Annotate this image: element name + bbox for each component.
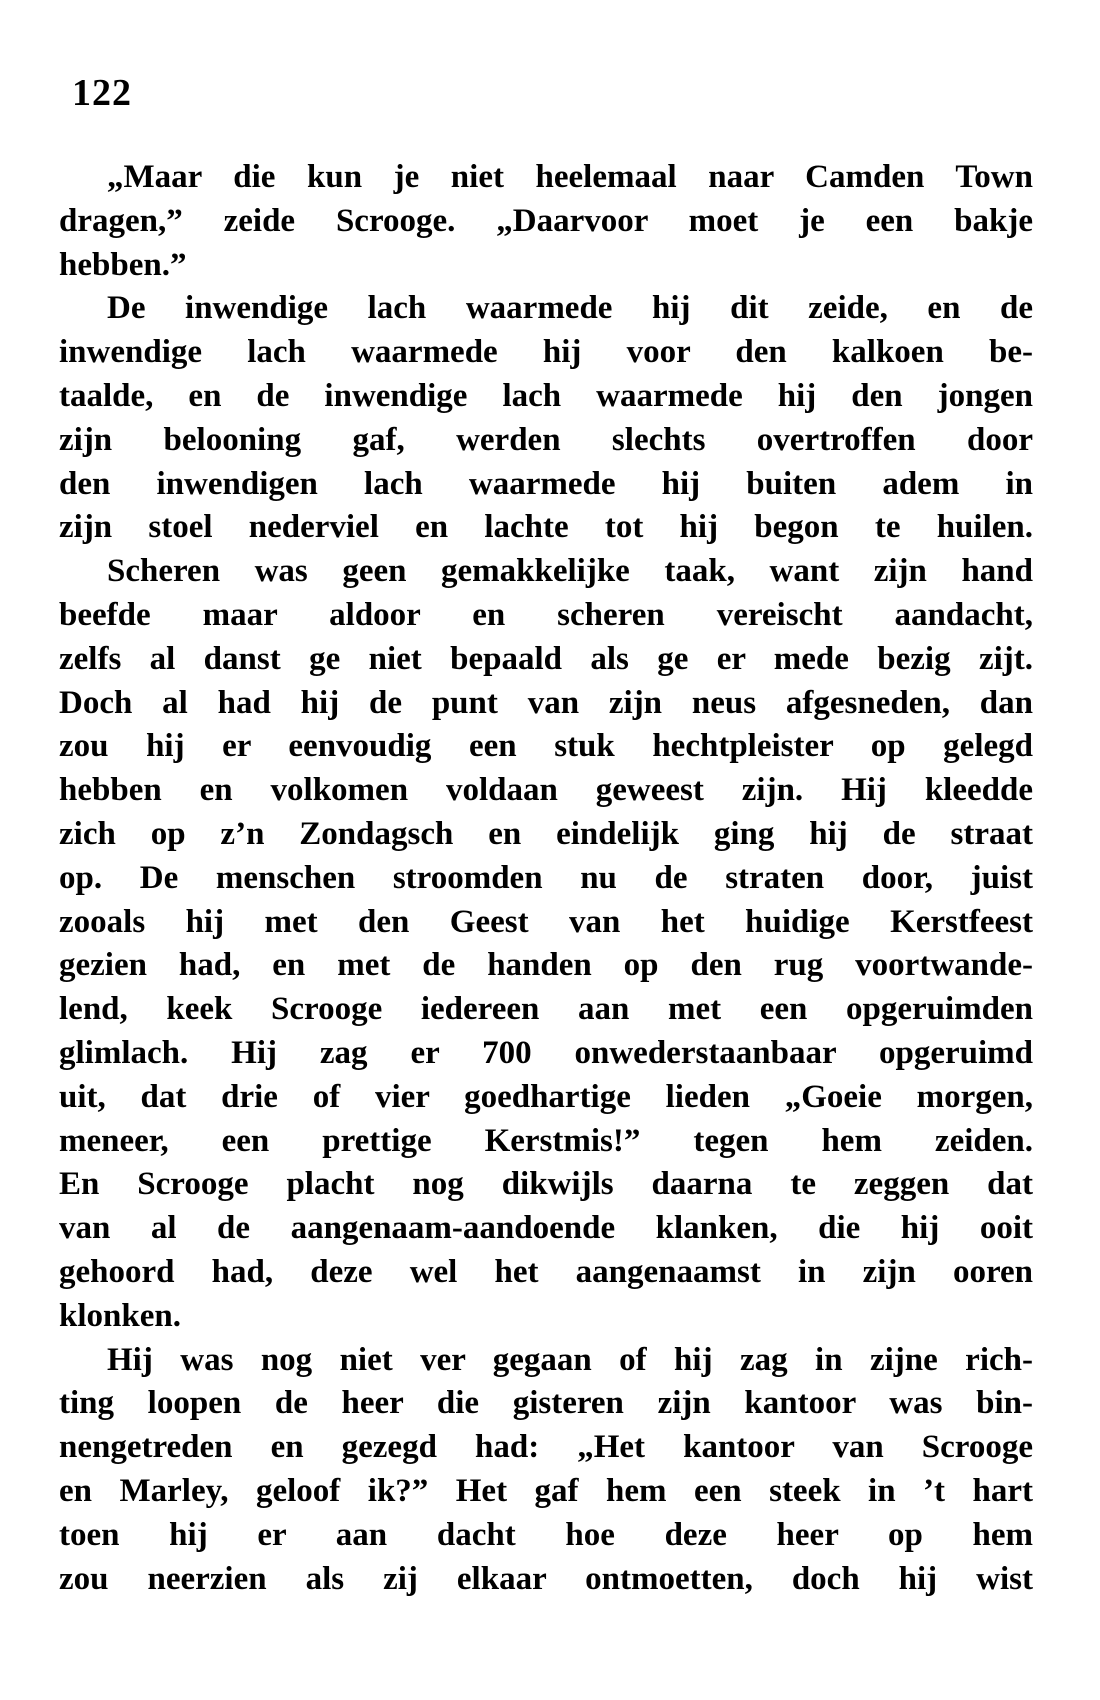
page-number: 122 (72, 72, 132, 114)
text-line: glimlach. Hij zag er 700 onwederstaanbaar opgeruimd (59, 1034, 1033, 1071)
text-line: op. De menschen stroomden nu de straten door, juist (59, 859, 1033, 896)
paragraph (59, 1339, 1033, 1602)
text-line: nengetreden en gezegd had: „Het kantoor van Scrooge (59, 1429, 1033, 1466)
text-line: van al de aangenaam-aandoende klanken, die hij ooit (59, 1210, 1033, 1247)
text-line: zijn stoel nederviel en lachte tot hij begon te huilen. (59, 509, 1033, 546)
text-line: zou hij er eenvoudig een stuk hechtpleister op gelegd (59, 728, 1033, 765)
paragraph (59, 156, 1033, 287)
text-line: „Maar die kun je niet heelemaal naar Camden Town (107, 159, 1033, 195)
text-line: gezien had, en met de handen op den rug voortwande- (59, 947, 1033, 984)
text-line: zou neerzien als zij elkaar ontmoetten, doch hij wist (59, 1560, 1033, 1597)
text-line: Doch al had hij de punt van zijn neus afgesneden, dan (59, 684, 1033, 721)
paragraph (59, 287, 1033, 550)
text-line: zijn belooning gaf, werden slechts overtroffen door (59, 421, 1033, 458)
text-line: zich op z’n Zondagsch en eindelijk ging hij de straat (59, 815, 1033, 852)
text-line: En Scrooge placht nog dikwijls daarna te zeggen dat (59, 1166, 1033, 1203)
text-line: en Marley, geloof ik?” Het gaf hem een steek in ’t hart (59, 1472, 1033, 1509)
text-line: toen hij er aan dacht hoe deze heer op hem (59, 1516, 1033, 1553)
paragraph (59, 550, 1033, 1338)
text-line: zooals hij met den Geest van het huidige Kerstfeest (59, 903, 1033, 940)
text-line: uit, dat drie of vier goedhartige lieden „Goeie morgen, (59, 1078, 1033, 1115)
text-line: meneer, een prettige Kerstmis!” tegen hem zeiden. (59, 1122, 1033, 1159)
text-line: dragen,” zeide Scrooge. „Daarvoor moet je een bakje (59, 202, 1033, 239)
text-line: inwendige lach waarmede hij voor den kalkoen be- (59, 334, 1033, 371)
text-line: Hij was nog niet ver gegaan of hij zag in zijne rich- (107, 1341, 1033, 1378)
text-line: lend, keek Scrooge iedereen aan met een opgeruimden (59, 991, 1033, 1028)
text-line: taalde, en de inwendige lach waarmede hij den jongen (59, 377, 1033, 414)
text-line: beefde maar aldoor en scheren vereischt aandacht, (59, 596, 1033, 633)
text-block (59, 156, 1033, 1601)
text-line: zelfs al danst ge niet bepaald als ge er mede bezig zijt. (59, 640, 1033, 677)
text-line: ting loopen de heer die gisteren zijn kantoor was bin- (59, 1385, 1033, 1422)
text-line: klonken. (59, 1297, 181, 1334)
text-line: hebben.” (59, 246, 187, 283)
text-line: Scheren was geen gemakkelijke taak, want zijn hand (107, 553, 1033, 590)
text-line: De inwendige lach waarmede hij dit zeide, en de (107, 290, 1033, 327)
text-line: hebben en volkomen voldaan geweest zijn. Hij kleedde (59, 772, 1033, 809)
text-line: den inwendigen lach waarmede hij buiten adem in (59, 465, 1033, 502)
text-line: gehoord had, deze wel het aangenaamst in zijn ooren (59, 1253, 1033, 1290)
